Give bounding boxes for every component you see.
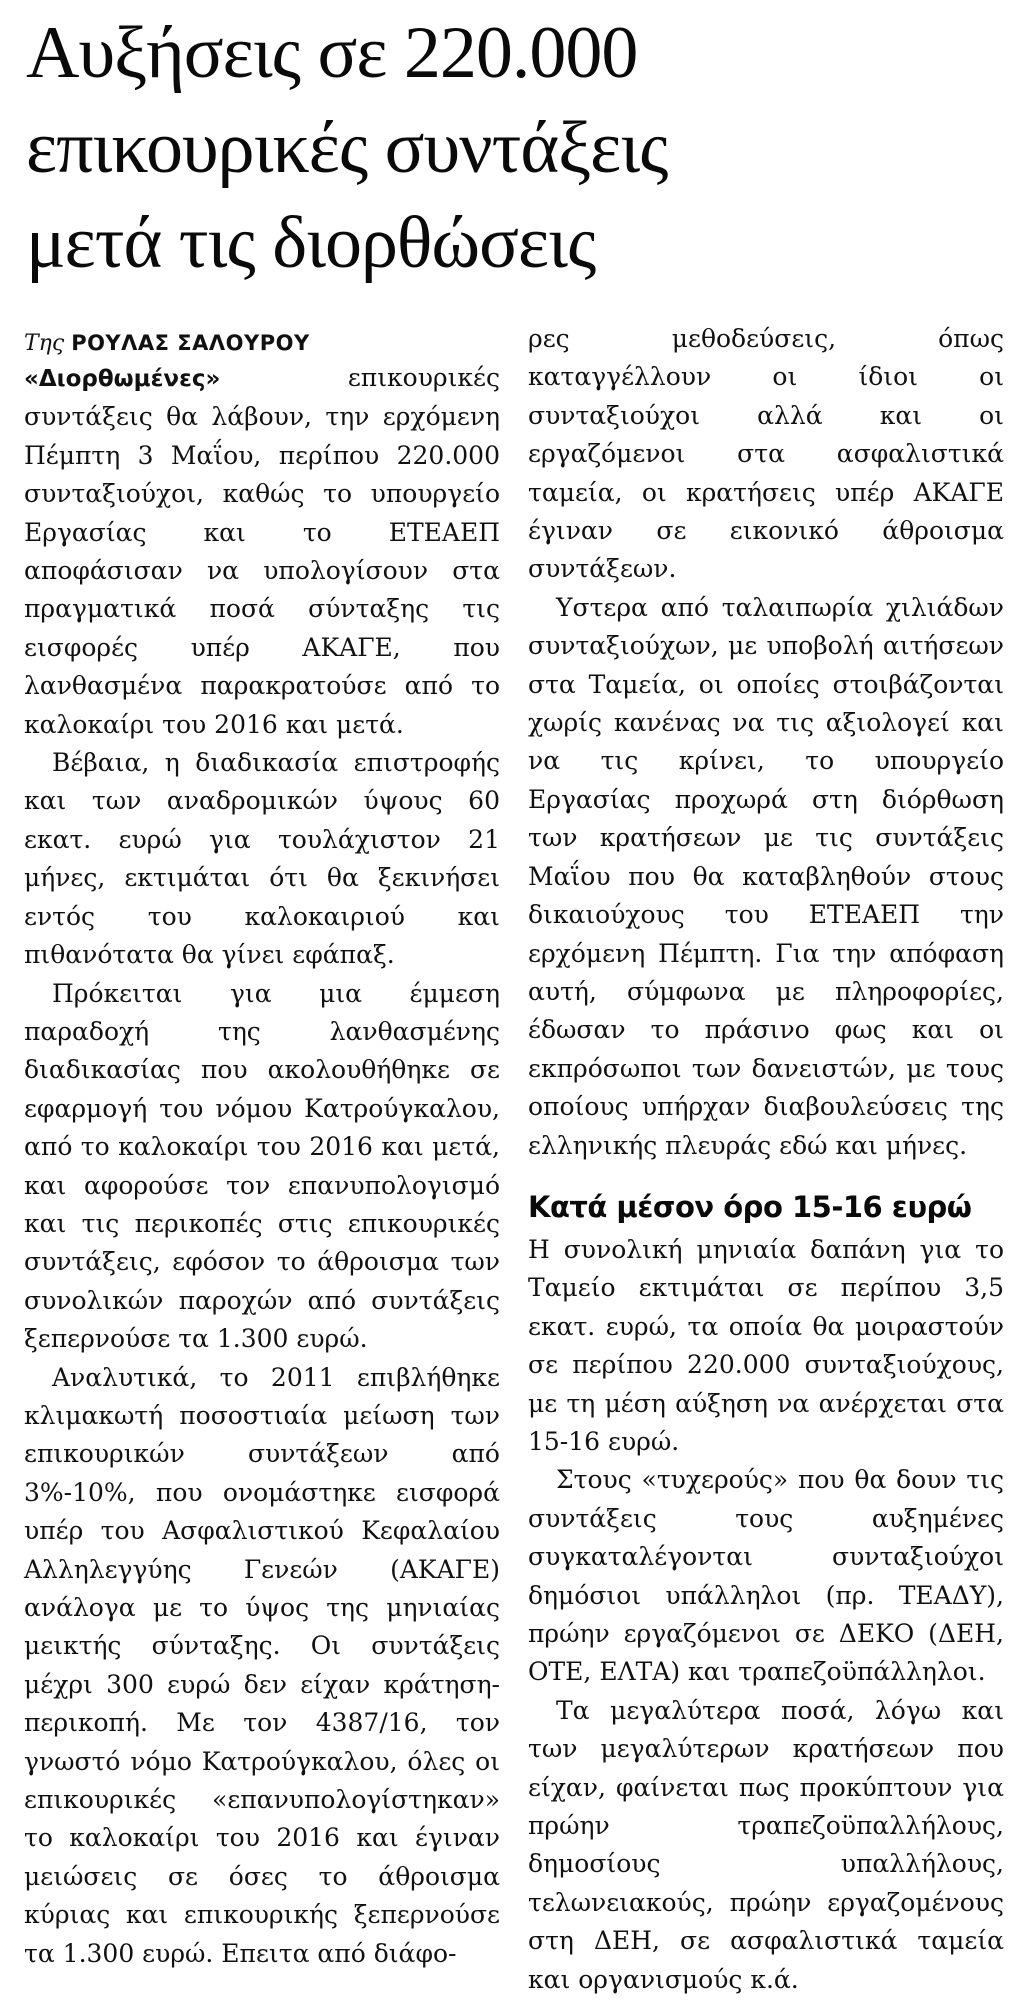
left-column	[24, 328, 500, 1973]
paragraph: Υστερα από ταλαιπωρία χιλιάδων συνταξιούχων, με υποβολή αιτήσεων στα Ταμεία, οι οποίες στοιβάζονται χωρίς κανένας να τις αξιολογεί και να τις κρίνει, το υπουργείο Εργασίας προχωρά στη διόρθωση των κρατήσεων με τις συντάξεις Μαΐου που θα καταβληθούν στους δικαιούχους του ΕΤΕΑΕΠ την ερχόμενη Πέμπτη. Για την απόφαση αυτή, σύμφωνα με πληροφορίες, έδωσαν το πράσινο φως και οι εκπρόσωποι των δανειστών, με τους οποίους υπήρχαν διαβουλεύσεις της ελληνικής πλευράς εδώ και μήνες.	[528, 592, 1004, 1160]
right-column	[528, 320, 1004, 1999]
byline-prefix: Της	[24, 331, 65, 356]
paragraph-lead	[24, 359, 500, 744]
byline-author: ΡΟΥΛΑΣ ΣΑΛΟΥΡΟΥ	[71, 331, 310, 355]
headline-line-3: μετά τις διορθώσεις	[26, 202, 596, 284]
headline-line-1: Αυξήσεις σε 220.000	[26, 12, 638, 94]
paragraph: ρες μεθοδεύσεις, όπως καταγγέλλουν οι ίδιοι οι συνταξιούχοι αλλά και οι εργαζόμενοι στα ασφαλιστικά ταμεία, οι κρατήσεις υπέρ ΑΚΑΓΕ έγιναν σε εικονικό άθροισμα συντάξεων.	[528, 324, 1004, 584]
headline-line-2: επικουρικές συντάξεις	[26, 107, 668, 189]
section-subheading: Κατά μέσον όρο 15-16 ευρώ	[528, 1189, 972, 1224]
paragraph: Βέβαια, η διαδικασία επιστροφής και των αναδρομικών ύψους 60 εκατ. ευρώ για τουλάχιστον 21 μήνες, εκτιμάται ότι θα ξεκινήσει εντός του καλοκαιριού και πιθανότατα θα γίνει εφάπαξ.	[24, 748, 500, 970]
byline	[24, 328, 500, 359]
paragraph: Αναλυτικά, το 2011 επιβλήθηκε κλιμακωτή ποσοστιαία μείωση των επικουρικών συντάξεων από 3%-10%, που ονομάστηκε εισφορά υπέρ του Ασφαλιστικού Κεφαλαίου Αλληλεγγύης Γενεών (ΑΚΑΓΕ) ανάλογα με το ύψος της μηνιαίας μεικτής σύνταξης. Οι συντάξεις μέχρι 300 ευρώ δεν είχαν κράτηση-περικοπή. Με τον 4387/16, τον γνωστό νόμο Κατρούγκαλου, όλες οι επικουρικές «επανυπολογίστηκαν» το καλοκαίρι του 2016 και έγιναν μειώσεις σε όσες το άθροισμα κύριας και επικουρικής ξεπερνούσε τα 1.300 ευρώ. Επειτα από διάφο-	[24, 1362, 500, 1968]
lead-rest-text: επικουρικές συντάξεις θα λάβουν, την ερχόμενη Πέμπτη 3 Μαΐου, περίπου 220.000 συνταξιούχοι, καθώς το υπουργείο Εργασίας και το ΕΤΕΑΕΠ αποφάσισαν να υπολογίσουν στα πραγματικά ποσά σύνταξης τις εισφορές υπέρ ΑΚΑΓΕ, που λανθασμένα παρακρατούσε από το καλοκαίρι του 2016 και μετά.	[24, 363, 500, 739]
paragraph: Πρόκειται για μια έμμεση παραδοχή της λανθασμένης διαδικασίας που ακολουθήθηκε σε εφαρμογή του νόμου Κατρούγκαλου, από το καλοκαίρι του 2016 και μετά, και αφορούσε τον επανυπολογισμό και τις περικοπές στις επικουρικές συντάξεις, εφόσον το άθροισμα των συνολικών παροχών από συντάξεις ξεπερνούσε τα 1.300 ευρώ.	[24, 978, 500, 1354]
paragraph: Η συνολική μηνιαία δαπάνη για το Ταμείο εκτιμάται σε περίπου 3,5 εκατ. ευρώ, τα οποία θα μοιραστούν σε περίπου 220.000 συνταξιούχους, με τη μέση αύξηση να ανέρχεται στα 15-16 ευρώ.	[528, 1234, 1004, 1456]
paragraph: Τα μεγαλύτερα ποσά, λόγω και των μεγαλύτερων κρατήσεων που είχαν, φαίνεται πως προκύπτουν για πρώην τραπεζοϋπαλλήλους, δημοσίους υπαλλήλους, τελωνειακούς, πρώην εργαζομένους στη ΔΕΗ, σε ασφαλιστικά ταμεία και οργανισμούς κ.ά.	[528, 1695, 1004, 1994]
lead-bold-text: «Διορθωμένες»	[24, 366, 221, 392]
paragraph: Στους «τυχερούς» που θα δουν τις συντάξεις τους αυξημένες συγκαταλέγονται συνταξιούχοι δημόσιοι υπάλληλοι (πρ. ΤΕΑΔΥ), πρώην εργαζόμενοι σε ΔΕΚΟ (ΔΕΗ, ΟΤΕ, ΕΛΤΑ) και τραπεζοϋπάλληλοι.	[528, 1465, 1004, 1687]
article-headline	[26, 6, 1006, 291]
